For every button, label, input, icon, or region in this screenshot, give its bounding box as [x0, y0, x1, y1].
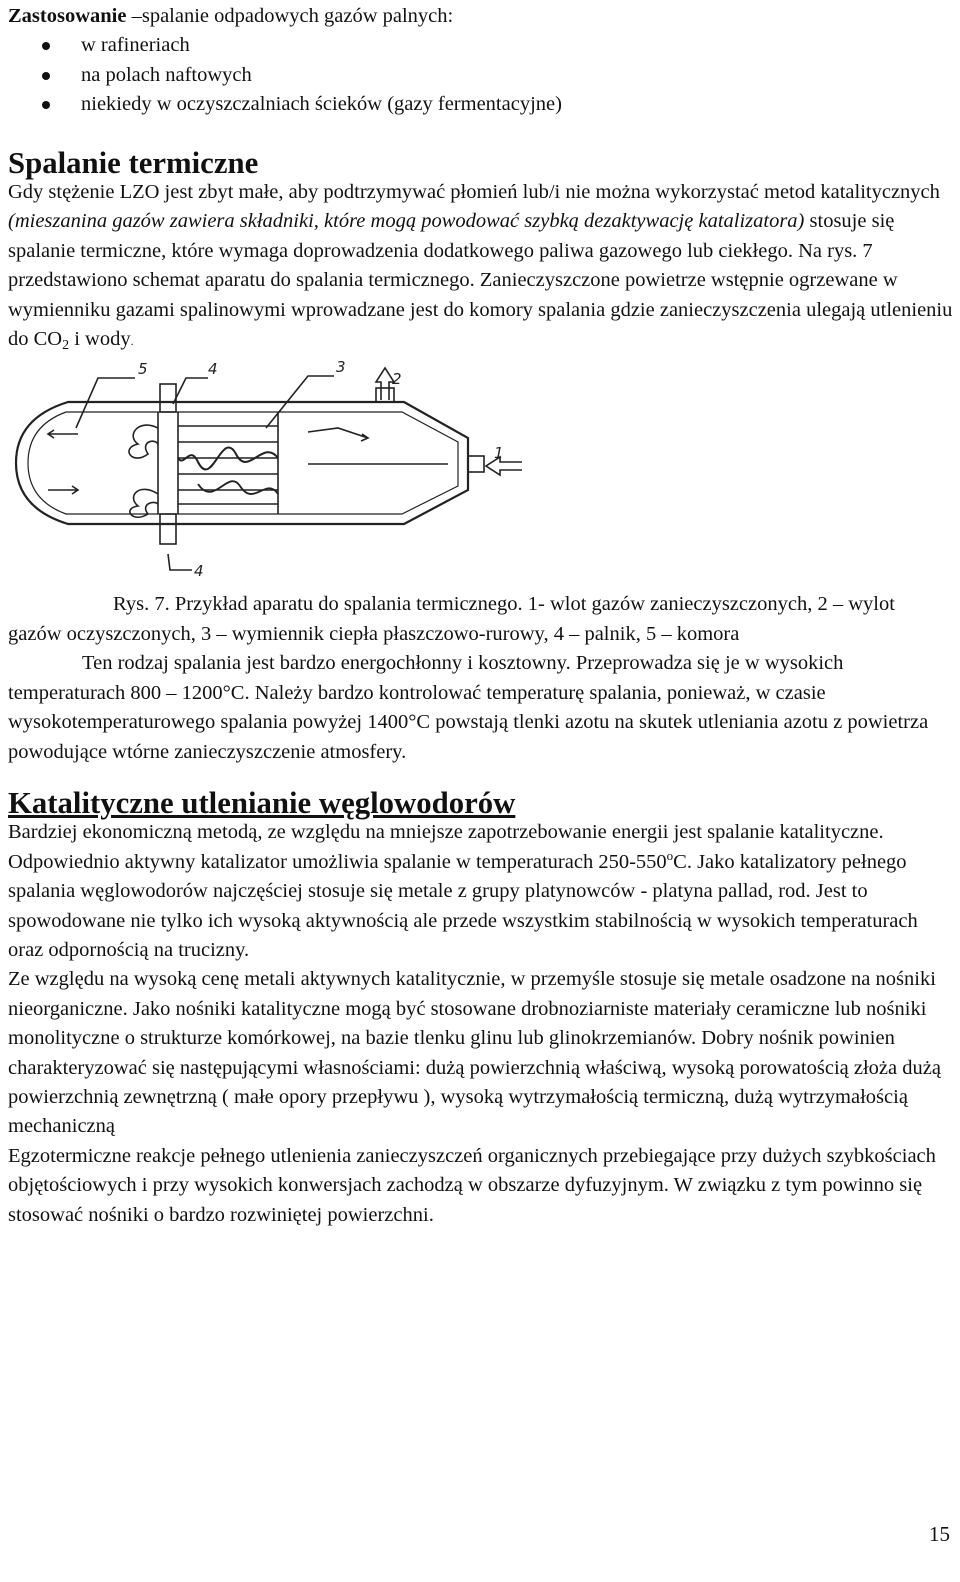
- superscript: o: [666, 847, 674, 863]
- figure-label: 4: [194, 562, 204, 581]
- text-run: Bardziej ekonomiczną metodą, ze względu na mniejsze zapotrzebowanie energii jest spalanie katalityczne. Odpowiednio aktywny katalizator umożliwia spalanie w temperaturach 250-550: [8, 821, 884, 873]
- text-run: stosuje się spalanie termiczne, które wymaga doprowadzenia dodatkowego paliwa gazowego lub ciekłego. Na rys. 7 przedstawiono schemat aparatu do spalania termicznego. Zanieczyszczone powietrze wstępnie ogrzewane w wymienniku gazami spalinowymi wprowadzane jest do komory spalania gdzie zanieczyszczenia ulegają utlenieniu do CO: [8, 210, 953, 351]
- intro-line: [8, 0, 953, 31]
- figure-label: 2: [392, 370, 402, 389]
- figure-label: 1: [494, 444, 504, 463]
- text-run: .: [130, 334, 134, 349]
- spacer: [8, 120, 953, 149]
- paragraph-energy: Ten rodzaj spalania jest bardzo energochłonny i kosztowny. Przeprowadza się je w wysokich temperaturach 800 – 1200°C. Należy bardzo kontrolować temperaturę spalania, ponieważ, w czasie wysokotemperaturowego spalania powyżej 1400°C powstają tlenki azotu na skutek utleniania azotu z powietrza powodujące wtórne zanieczyszczenie atmosfery.: [8, 652, 929, 763]
- figure-label: 4: [208, 360, 218, 379]
- subscript: 2: [62, 338, 70, 354]
- page-number: 15: [929, 1522, 950, 1546]
- paragraph-catalytic-3: Egzotermiczne reakcje pełnego utlenienia zanieczyszczeń organicznych przebiegające przy dużych szybkościach objętościowych i przy wysokich konwersjach zachodzą w obszarze dyfuzyjnym. W związku z tym powinno się stosować nośniki o bardzo rozwiniętej powierzchni.: [8, 1144, 936, 1226]
- application-list: [8, 31, 953, 119]
- paragraph-catalytic-2: Ze względu na wysoką cenę metali aktywnych katalitycznie, w przemyśle stosuje się metale osadzone na nośniki nieorganiczne. Jako nośniki katalityczne mogą być stosowane drobnoziarniste materiały ceramiczne lub nośniki monolityczne o strukturze komórkowej, na bazie tlenku glinu lub glinokrzemianów. Dobry nośnik powinien charakteryzować się następującymi własnościami: dużą powierzchnią właściwą, wysoką porowatością złoża dużą powierzchnią zewnętrzną ( małe opory przepływu ), wysoką wytrzymałością termiczną, dużą wytrzymałością mechaniczną: [8, 968, 941, 1138]
- figure-label: 3: [336, 358, 346, 377]
- figure-thermal-apparatus: [8, 358, 528, 590]
- section-title-thermal: Spalanie termiczne: [8, 145, 259, 180]
- intro-text: –spalanie odpadowych gazów palnych:: [126, 5, 454, 27]
- list-item: niekiedy w oczyszczalniach ścieków (gazy fermentacyjne): [8, 90, 953, 119]
- text-run-italic: (mieszanina gazów zawiera składniki, które mogą powodować szybką dezaktywację katalizatora): [8, 210, 805, 233]
- section-title-catalytic: Katalityczne utlenianie węglowodorów: [8, 785, 516, 820]
- intro-bold: Zastosowanie: [8, 5, 127, 27]
- list-item: na polach naftowych: [8, 61, 953, 90]
- document-page: [8, 0, 953, 1230]
- figure-caption: Rys. 7. Przykład aparatu do spalania termicznego. 1- wlot gazów zanieczyszczonych, 2 – wylot gazów oczyszczonych, 3 – wymiennik ciepła płaszczowo-rurowy, 4 – palnik, 5 – komora: [8, 593, 895, 645]
- figure-label: 5: [138, 360, 148, 379]
- paragraph-catalytic-1: [8, 818, 953, 965]
- text-run: C. Jako katalizatory pełnego spalania węglowodorów najczęściej stosuje się metale z grupy platynowców - platyna pallad, rod. Jest to spowodowane nie tylko ich wysoką aktywnością ale przede wszystkim stabilnością w wysokich temperaturach oraz odpornością na trucizny.: [8, 850, 918, 961]
- paragraph-thermal: [8, 178, 953, 356]
- text-run: Gdy stężenie LZO jest zbyt małe, aby podtrzymywać płomień lub/i nie można wykorzystać metod katalitycznych: [8, 181, 940, 204]
- text-run: i wody: [69, 328, 131, 351]
- list-item: w rafineriach: [8, 31, 953, 60]
